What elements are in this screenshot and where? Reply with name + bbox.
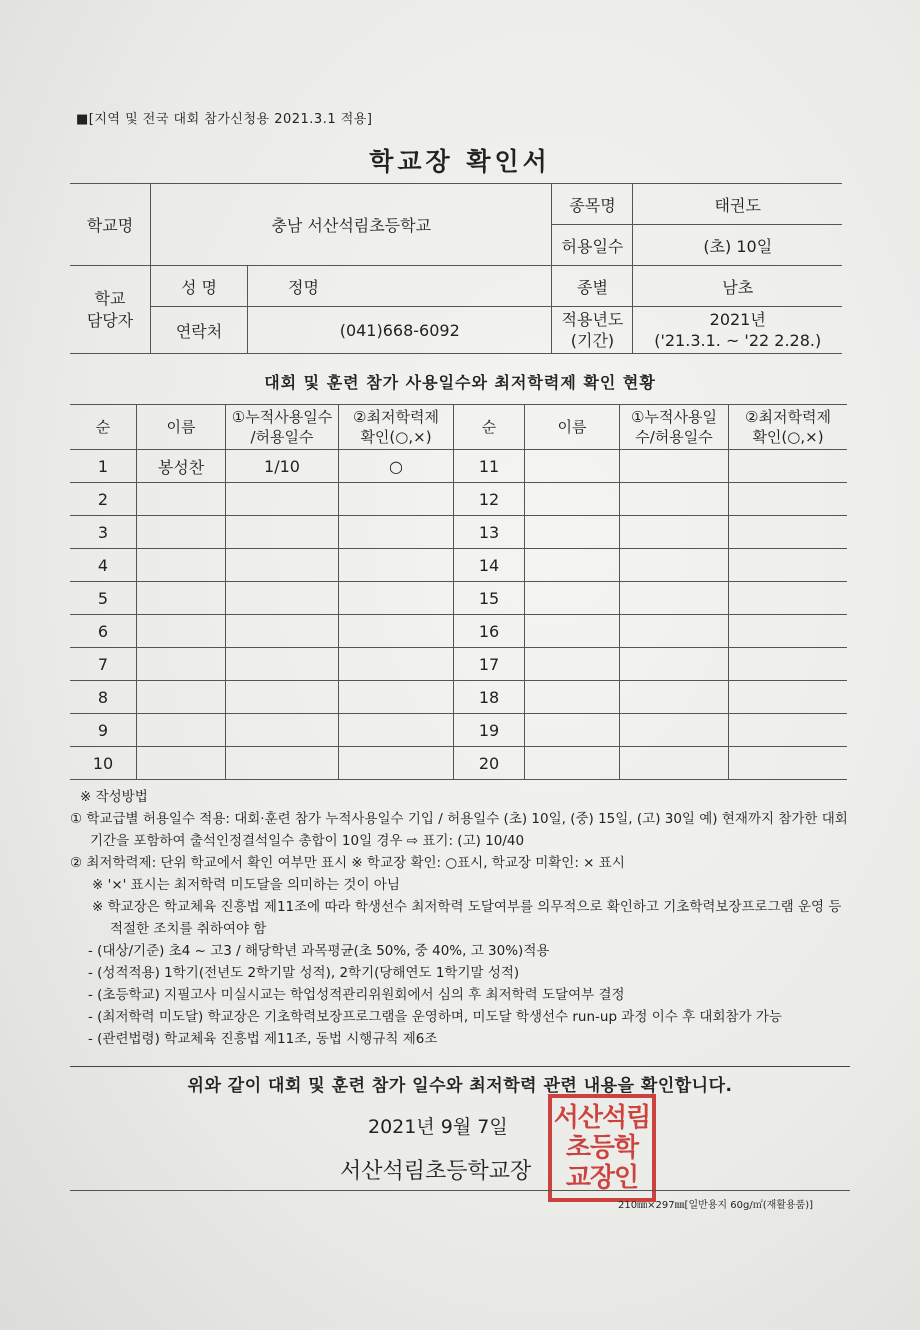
row-no-right: 20 [454,747,525,780]
table-row [70,714,847,747]
instruction-item: - (관련법령) 학교체육 진흥법 제11조, 동법 시행규칙 제6조 [88,1031,438,1047]
row-no-right: 16 [454,615,525,648]
row-name [137,714,226,747]
row-days-right [620,648,729,681]
row-academic-right [729,648,848,681]
row-name [137,648,226,681]
col-header-days-right: ①누적사용일 수/허용일수 [620,405,729,450]
row-academic-right [729,549,848,582]
row-days [226,681,339,714]
row-no-right: 18 [454,681,525,714]
name-value: 정명 [248,266,552,307]
row-academic-right [729,714,848,747]
row-no-right: 11 [454,450,525,483]
footer-divider [70,1190,850,1191]
year-value: 2021년 [709,310,766,329]
table-row [70,747,847,780]
table-header-row [70,405,847,450]
category-value: 남초 [633,266,842,307]
row-academic-right [729,516,848,549]
row-name-right [525,747,620,780]
row-days-right [620,714,729,747]
school-value: 충남 서산석림초등학교 [151,184,552,266]
col-header-academic: ②최저학력제 확인(○,×) [339,405,454,450]
paper-spec: 210㎜×297㎜[일반용지 60g/㎡(재활용품)] [618,1200,814,1211]
row-days-right [620,483,729,516]
row-days [226,714,339,747]
row-days [226,549,339,582]
table-row [70,648,847,681]
form-note: ■[지역 및 전국 대회 참가신청용 2021.3.1 적용] [76,112,373,127]
row-no: 2 [70,483,137,516]
row-days-right [620,516,729,549]
row-name-right [525,582,620,615]
row-academic [339,483,454,516]
instructions-heading: ※ 작성방법 [80,789,148,805]
allowed-days-value: (초) 10일 [633,225,842,266]
row-name-right [525,483,620,516]
row-name [137,483,226,516]
row-academic [339,549,454,582]
confirmation-statement: 위와 같이 대회 및 훈련 참가 일수와 최저학력 관련 내용을 확인합니다. [70,1066,850,1096]
row-no: 6 [70,615,137,648]
document-title: 학교장 확인서 [369,147,551,176]
row-days [226,516,339,549]
instruction-2: ② 최저학력제: 단위 학교에서 확인 여부만 표시 ※ 학교장 확인: ○표시, 학교장 미확인: × 표시 [70,855,625,871]
row-days [226,747,339,780]
row-days-right [620,582,729,615]
row-name-right [525,450,620,483]
row-days-right [620,450,729,483]
col-header-no: 순 [70,405,137,450]
table-row [70,516,847,549]
row-name [137,615,226,648]
seal-line: 서산석림 [553,1103,651,1133]
row-no: 1 [70,450,137,483]
table-row [70,681,847,714]
row-days [226,615,339,648]
row-academic-right [729,483,848,516]
participation-table [70,404,847,780]
row-name [137,747,226,780]
row-name-right [525,516,620,549]
table-row [70,549,847,582]
col-header-no-right: 순 [454,405,525,450]
row-name-right [525,615,620,648]
year-label: 적용년도 (기간) [552,307,633,354]
name-label: 성 명 [151,266,248,307]
table-row [70,450,847,483]
row-academic [339,747,454,780]
school-label: 학교명 [70,184,151,266]
row-no: 5 [70,582,137,615]
instructions [70,786,850,1050]
instruction-item: - (대상/기준) 초4 ~ 고3 / 해당학년 과목평균(초 50%, 중 40%, 고 30%)적용 [88,943,550,959]
row-days [226,648,339,681]
row-no-right: 19 [454,714,525,747]
contact-value: (041)668-6092 [248,307,552,354]
row-days [226,483,339,516]
row-name [137,681,226,714]
sport-label: 종목명 [552,184,633,225]
col-header-name: 이름 [137,405,226,450]
row-name [137,582,226,615]
allowed-days-label: 허용일수 [552,225,633,266]
row-days: 1/10 [226,450,339,483]
seal-line: 초등학 [565,1133,639,1163]
row-academic-right [729,615,848,648]
row-no: 7 [70,648,137,681]
info-table [70,183,842,354]
period-value: ('21.3.1. ~ '22 2.28.) [654,331,822,350]
table-row [70,615,847,648]
row-days-right [620,549,729,582]
row-no-right: 13 [454,516,525,549]
row-no-right: 12 [454,483,525,516]
row-academic: ○ [339,450,454,483]
row-academic [339,516,454,549]
row-academic-right [729,747,848,780]
col-header-days: ①누적사용일수 /허용일수 [226,405,339,450]
signing-date: 2021년 9월 7일 [368,1116,508,1138]
row-name [137,516,226,549]
category-label: 종별 [552,266,633,307]
row-academic-right [729,450,848,483]
row-no-right: 14 [454,549,525,582]
row-days [226,582,339,615]
row-no: 4 [70,549,137,582]
row-academic [339,681,454,714]
row-name-right [525,549,620,582]
sport-value: 태권도 [633,184,842,225]
table-row [70,582,847,615]
row-academic-right [729,681,848,714]
instruction-item: - (초등학교) 지필고사 미실시교는 학업성적관리위원회에서 심의 후 최저학력 도달여부 결정 [88,987,625,1003]
instruction-1: ① 학교급별 허용일수 적용: 대회·훈련 참가 누적사용일수 기입 / 허용일수 (초) 10일, (중) 15일, (고) 30일 예) 현재까지 참가한 대회기간을 포함하여 출석인정결석일수 총합이 10일 경우 ⇨ 표기: (고) 10/40 [70,811,848,849]
manager-label: 학교 담당자 [70,266,151,354]
year-cell [633,307,842,354]
contact-label: 연락처 [151,307,248,354]
row-no: 10 [70,747,137,780]
row-name-right [525,648,620,681]
instruction-item: - (최저학력 미도달) 학교장은 기초학력보장프로그램을 운영하며, 미도달 학생선수 run-up 과정 이수 후 대회참가 가능 [88,1009,782,1025]
row-no-right: 17 [454,648,525,681]
signer-name: 서산석림초등학교장 [340,1159,532,1184]
row-name-right [525,714,620,747]
official-seal [548,1094,656,1202]
row-academic [339,714,454,747]
col-header-name-right: 이름 [525,405,620,450]
row-name: 봉성찬 [137,450,226,483]
col-header-academic-right: ②최저학력제 확인(○,×) [729,405,848,450]
row-no-right: 15 [454,582,525,615]
instruction-note-1: ※ '×' 표시는 최저학력 미도달을 의미하는 것이 아님 [92,877,400,893]
instruction-item: - (성적적용) 1학기(전년도 2학기말 성적), 2학기(당해연도 1학기말 성적) [88,965,520,981]
row-no: 8 [70,681,137,714]
row-days-right [620,681,729,714]
row-no: 3 [70,516,137,549]
row-academic [339,648,454,681]
row-academic [339,582,454,615]
seal-line: 교장인 [565,1163,639,1193]
row-name-right [525,681,620,714]
row-days-right [620,747,729,780]
row-no: 9 [70,714,137,747]
section-title: 대회 및 훈련 참가 사용일수와 최저학력제 확인 현황 [264,373,656,392]
row-academic-right [729,582,848,615]
row-name [137,549,226,582]
table-row [70,483,847,516]
instruction-note-2: ※ 학교장은 학교체육 진흥법 제11조에 따라 학생선수 최저학력 도달여부를 의무적으로 확인하고 기초학력보장프로그램 운영 등 적절한 조치를 취하여야 함 [92,899,842,937]
row-days-right [620,615,729,648]
row-academic [339,615,454,648]
